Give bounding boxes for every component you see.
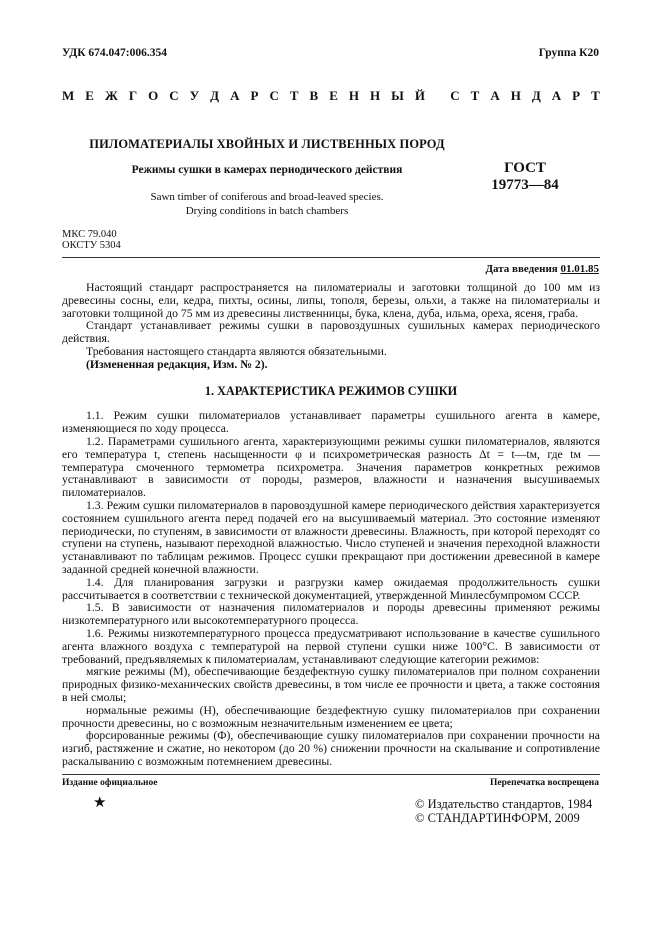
banner-letter: Т [289, 88, 299, 103]
reprint-prohibited-label: Перепечатка воспрещена [489, 778, 599, 788]
clause-1-6: 1.6. Режимы низкотемпературного процесса предусматривают использование в качестве сушильного агента влажного воздуха с температурой на первой ступени сушки ниже 100°С. В зависимости от требований, предъявляемых к пиломатериалам, устанавливают следующие категории режимов: [62, 626, 600, 666]
banner-letter: Ы [391, 88, 404, 103]
clause-1-4: 1.4. Для планирования загрузки и разгрузки камер ожидаемая продолжительность сушки рассчитывается в соответствии с технической документацией, утвержденной Минлесбумпромом СССР. [62, 575, 600, 602]
document-body [62, 282, 600, 769]
mode-forced: форсированные режимы (Ф), обеспечивающие сушку пиломатериалов при сохранении прочности на изгиб, растяжение и сжатие, но некотором (до 20 %) снижении прочности на скалывание и сопротивление раскалыванию с возможным потемнением древесины. [62, 729, 600, 768]
banner-letter: С [269, 88, 279, 103]
classification-codes [62, 229, 121, 251]
english-title-line-2: Drying conditions in batch chambers [185, 205, 349, 217]
banner-letter: О [148, 88, 159, 103]
english-title-line-1: Sawn timber of coniferous and broad-leaved species. [150, 191, 384, 203]
clause-1-2: 1.2. Параметрами сушильного агента, характеризующими режимы сушки пиломатериалов, являются его температура t, степень насыщенности φ и психрометрическая разность Δt = t—tм, где tм — температура смоченного термометра психрометра. Значения параметров конкретных режимов устанавливают в зависимости от породы, размеров, влажности и назначения высушиваемых пиломатериалов. [62, 434, 600, 500]
copyright-line-2: © СТАНДАРТИНФОРМ, 2009 [415, 811, 580, 825]
mks-code: МКС 79.040 [62, 229, 117, 240]
paragraph-establishes: Стандарт устанавливает режимы сушки в паровоздушных сушильных камерах периодического действия. [62, 319, 600, 346]
document-subtitle: Режимы сушки в камерах периодического действия [131, 164, 403, 176]
okstu-code: ОКСТУ 5304 [62, 240, 121, 251]
introduction-date-value: 01.01.85 [560, 263, 599, 275]
udk-code: УДК 674.047:006.354 [62, 47, 167, 59]
official-edition-label: Издание официальное [62, 778, 158, 788]
group-code: Группа К20 [538, 47, 599, 59]
banner-letter: Р [572, 88, 581, 103]
english-title [62, 190, 472, 218]
clause-1-3: 1.3. Режим сушки пиломатериалов в паровоздушной камере периодического действия характеризуется состоянием сушильного агента перед подачей его на высушиваемый материал. Это состояние изменяют периодически, по ступеням, в зависимости от влажности древесины. Влажность, при которой переходят со ступени на ступень, называют переходной влажностью. Число ступеней и значения переходной влажности устанавливают по таблицам режимов. Процесс сушки прекращают при достижении древесиной в камере заданной средней конечной влажности. [62, 498, 600, 576]
section-heading: 1. ХАРАКТЕРИСТИКА РЕЖИМОВ СУШКИ [204, 383, 458, 398]
standard-banner [62, 88, 600, 104]
paragraph-scope: Настоящий стандарт распространяется на пиломатериалы и заготовки толщиной до 100 мм из древесины сосны, ели, кедра, пихты, осины, липы, тополя, березы, ольхи, а также на пиломатериалы и заготовки толщиной до 75 мм из древесины лиственницы, бука, клена, дуба, ильма, ореха, ясеня, граба. [62, 281, 600, 320]
banner-letter: А [490, 88, 500, 103]
banner-letter [436, 88, 439, 104]
star-icon: ★ [93, 795, 107, 811]
banner-letter: Ж [104, 88, 118, 103]
banner-letter: Д [210, 88, 220, 103]
gost-number [470, 160, 580, 194]
banner-letter: Е [329, 88, 338, 103]
banner-letter: Й [414, 88, 425, 103]
mode-mild: мягкие режимы (М), обеспечивающие бездефектную сушку пиломатериалов при полном сохранении природных физико-механических свойств древесины, в том числе ее прочности и цвета, а также состояния в ней смолы; [62, 665, 600, 704]
paragraph-mandatory: Требования настоящего стандарта являются обязательными. [86, 344, 387, 358]
copyright-block [415, 797, 592, 825]
banner-letter: В [309, 88, 319, 103]
title-block [62, 137, 472, 218]
mode-normal: нормальные режимы (Н), обеспечивающие бездефектную сушку пиломатериалов при сохранении прочности древесины, но с возможным незначительным изменением ее цвета; [62, 703, 600, 730]
copyright-line-1: © Издательство стандартов, 1984 [415, 797, 593, 811]
banner-letter: Т [591, 88, 600, 103]
footer-divider [62, 774, 600, 775]
paragraph-amendment: (Измененная редакция, Изм. № 2). [86, 357, 268, 371]
banner-letter: С [450, 88, 460, 103]
gost-label: ГОСТ [504, 160, 546, 176]
header-divider [62, 257, 600, 258]
banner-letter: Т [470, 88, 480, 103]
banner-letter: Д [531, 88, 541, 103]
banner-letter: У [189, 88, 200, 103]
banner-letter: А [551, 88, 562, 103]
banner-letter: Н [369, 88, 381, 103]
gost-code: 19773—84 [491, 177, 559, 193]
banner-letter: Г [128, 88, 138, 103]
banner-letter: Р [250, 88, 259, 103]
document-title: ПИЛОМАТЕРИАЛЫ ХВОЙНЫХ И ЛИСТВЕННЫХ ПОРОД [89, 137, 445, 151]
banner-letter: А [230, 88, 240, 103]
introduction-date-label: Дата введения [485, 263, 558, 275]
banner-letter: М [62, 88, 75, 103]
banner-letter: Н [510, 88, 521, 103]
banner-letter: Н [348, 88, 359, 103]
clause-1-5: 1.5. В зависимости от назначения пиломатериалов и породы древесины применяют режимы низкотемпературного или высокотемпературного процесса. [62, 601, 600, 628]
introduction-date [485, 263, 599, 275]
banner-letter: Е [85, 88, 94, 103]
clause-1-1: 1.1. Режим сушки пиломатериалов устанавливает параметры сушильного агента в камере, изменяющиеся по ходу процесса. [62, 409, 600, 436]
banner-letter: С [169, 88, 179, 103]
